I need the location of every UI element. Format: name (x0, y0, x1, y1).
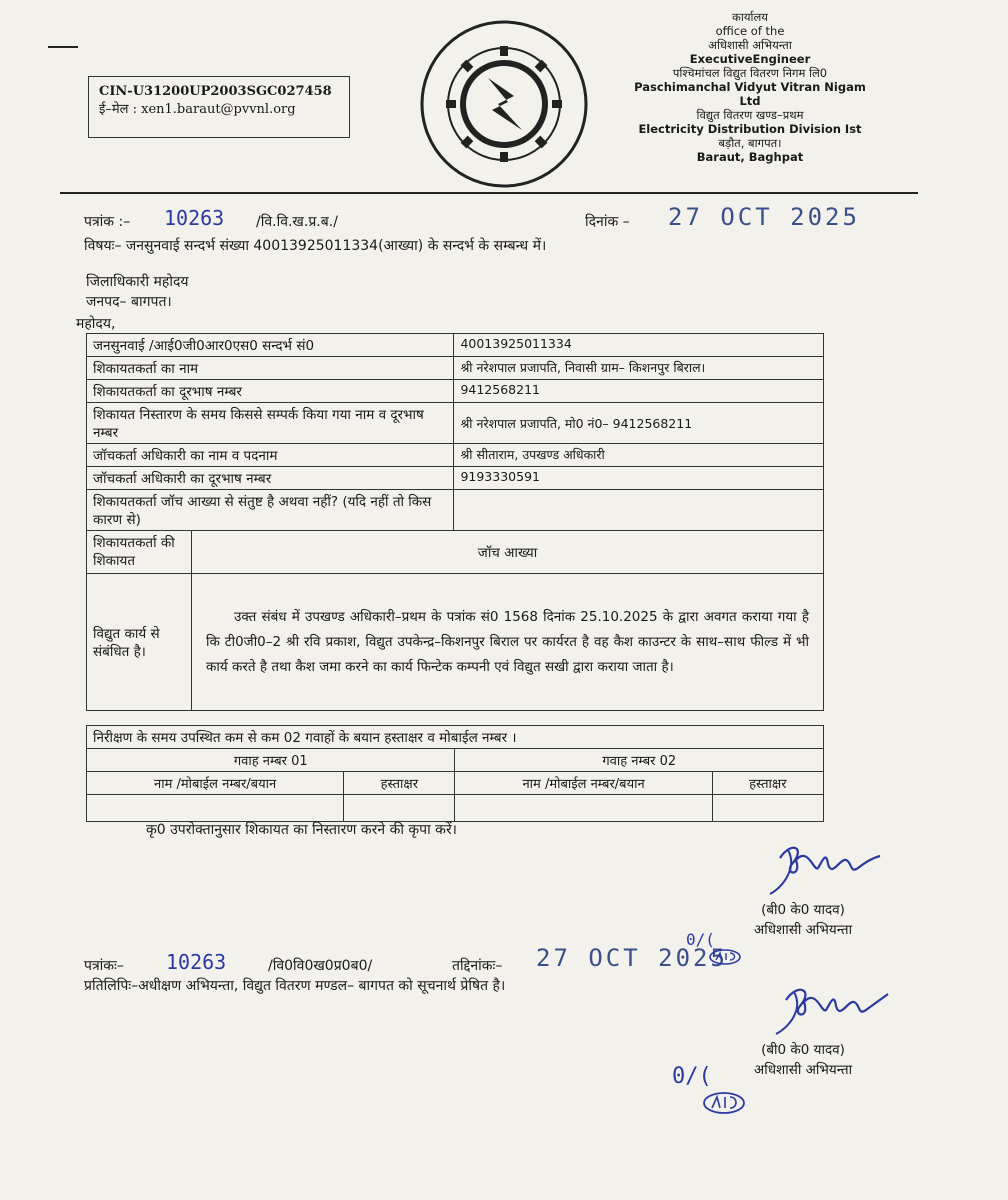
column-header: हस्ताक्षर (712, 772, 823, 795)
row-value: 9193330591 (454, 467, 824, 490)
row-value: श्री नरेशपाल प्रजापति, निवासी ग्राम– किशनपुर बिराल। (454, 357, 824, 380)
signature-1-scribble (762, 838, 882, 902)
row-label: जॉचकर्ता अधिकारी का दूरभाष नम्बर (87, 467, 454, 490)
row-label: शिकायतकर्ता का दूरभाष नम्बर (87, 380, 454, 403)
witness-2-sign (712, 795, 823, 822)
office-address (630, 10, 870, 164)
handwritten-initial-1 (708, 948, 742, 966)
office-line: अधिशासी अभियन्ता (708, 38, 792, 52)
table-row (87, 574, 824, 711)
column-header: नाम /मोबाईल नम्बर/बयान (455, 772, 712, 795)
complaint-category: विद्युत कार्य से संबंधित है। (87, 574, 192, 711)
ref-number-handwritten: 10263 (164, 206, 225, 230)
table-row (87, 531, 824, 574)
office-line: Electricity Distribution Division Ist (638, 122, 862, 136)
copy-ref-number-handwritten: 10263 (166, 950, 227, 974)
table-row (87, 795, 824, 822)
table-row (87, 749, 824, 772)
table-row (87, 444, 824, 467)
complaint-details-table (86, 333, 824, 711)
row-label: जॉचकर्ता अधिकारी का नाम व पदनाम (87, 444, 454, 467)
office-line: Paschimanchal Vidyut Vitran Nigam Ltd (634, 80, 866, 108)
addressee-district: जनपद– बागपत। (86, 294, 172, 310)
row-value: श्री नरेशपाल प्रजापति, मो0 नं0– 9412568211 (454, 403, 824, 444)
signatory-designation: अधिशासी अभियन्ता (753, 922, 853, 938)
signatory-name: (बी0 के0 यादव) (761, 1042, 845, 1058)
column-header: हस्ताक्षर (344, 772, 455, 795)
cin-number: CIN-U31200UP2003SGC027458 (99, 84, 332, 99)
copy-to-line: प्रतिलिपिः–अधीक्षण अभियन्ता, विद्युत वितरण मण्डल– बागपत को सूचनार्थ प्रेषित है। (84, 978, 506, 994)
table-row (87, 380, 824, 403)
office-line: विद्युत वितरण खण्ड–प्रथम (696, 108, 804, 122)
copy-ref-label: पत्रांकः– (84, 958, 124, 974)
row-value: 40013925011334 (454, 334, 824, 357)
table-row (87, 467, 824, 490)
table-row (87, 403, 824, 444)
table-row (87, 334, 824, 357)
table-row (87, 726, 824, 749)
date-stamp: 27 OCT 2025 (668, 203, 860, 231)
witness-table (86, 725, 824, 822)
copy-date-stamp: 27 OCT 2025 (536, 944, 728, 972)
company-logo-seal (418, 18, 590, 190)
report-text: उक्त संबंध में उपखण्ड अधिकारी–प्रथम के पत्रांक सं0 1568 दिनांक 25.10.2025 के द्वारा अवगत कराया गया है कि टी0जी0–2 श्री रवि प्रकाश, विद्युत उपकेन्द्र–किशनपुर बिराल पर कार्यरत है वह कैश काउन्टर के साथ–साथ फील्ड में भी कार्य करते है तथा कैश जमा करने का कार्य फिन्टेक कम्पनी एवं विद्युत सखी द्वारा कराया जाता है। (206, 608, 809, 675)
row-label: जनसुनवाई /आई0जी0आर0एस0 सन्दर्भ सं0 (87, 334, 454, 357)
office-line: office of the (715, 24, 785, 38)
witness-1-entry (87, 795, 344, 822)
handwritten-mark-1: 0/( (686, 930, 715, 949)
complaint-label: शिकायतकर्ता की शिकायत (87, 531, 192, 574)
table-row (87, 772, 824, 795)
report-heading: जॉच आख्या (192, 531, 824, 574)
office-line: कार्यालय (732, 10, 768, 24)
witness-2-entry (455, 795, 712, 822)
row-value (454, 490, 824, 531)
row-label: शिकायत निस्तारण के समय किससे सम्पर्क किया गया नाम व दूरभाष नम्बर (87, 403, 454, 444)
table-row (87, 357, 824, 380)
margin-mark (48, 46, 78, 48)
row-value: 9412568211 (454, 380, 824, 403)
row-value: श्री सीताराम, उपखण्ड अधिकारी (454, 444, 824, 467)
report-body (192, 574, 824, 711)
table-row (87, 490, 824, 531)
handwritten-mark-2: 0/( (672, 1064, 712, 1089)
subject-line: विषयः– जनसुनवाई सन्दर्भ संख्या 40013925011334(आख्या) के सन्दर्भ के सम्बन्ध में। (84, 238, 547, 254)
office-line: पश्चिमांचल विद्युत वितरण निगम लि0 (672, 66, 828, 80)
signature-block-2 (728, 1040, 878, 1080)
witness-1-title: गवाह नम्बर 01 (87, 749, 455, 772)
witness-header: निरीक्षण के समय उपस्थित कम से कम 02 गवाहों के बयान हस्ताक्षर व मोबाईल नम्बर । (87, 726, 824, 749)
office-line: बड़ौत, बागपत। (718, 136, 782, 150)
copy-date-label: तद्दिनांकः– (452, 958, 503, 974)
salutation: महोदय, (76, 316, 116, 332)
ref-suffix: /वि.वि.ख.प्र.ब./ (256, 214, 338, 230)
signatory-name: (बी0 के0 यादव) (761, 902, 845, 918)
row-label: शिकायतकर्ता जॉच आख्या से संतुष्ट है अथवा नहीं? (यदि नहीं तो किस कारण से) (87, 490, 454, 531)
column-header: नाम /मोबाईल नम्बर/बयान (87, 772, 344, 795)
handwritten-initial-2 (702, 1090, 746, 1116)
office-line: Baraut, Baghpat (696, 150, 804, 164)
closing-request: कृ0 उपरोक्तानुसार शिकायत का निस्तारण करने की कृपा करें। (146, 822, 457, 838)
addressee-title: जिलाधिकारी महोदय (86, 274, 189, 290)
header-divider (60, 192, 918, 194)
cin-box (88, 76, 350, 138)
ref-label: पत्रांक :– (84, 214, 131, 230)
witness-1-sign (344, 795, 455, 822)
copy-ref-suffix: /वि0वि0ख0प्र0ब0/ (268, 958, 373, 974)
email-line: ई–मेल : xen1.baraut@pvvnl.org (99, 102, 296, 117)
signature-block-1 (728, 900, 878, 940)
office-line: ExecutiveEngineer (689, 52, 811, 66)
witness-2-title: गवाह नम्बर 02 (455, 749, 824, 772)
signatory-designation: अधिशासी अभियन्ता (753, 1062, 853, 1078)
row-label: शिकायतकर्ता का नाम (87, 357, 454, 380)
date-label: दिनांक – (585, 214, 630, 230)
signature-2-scribble (770, 980, 890, 1040)
